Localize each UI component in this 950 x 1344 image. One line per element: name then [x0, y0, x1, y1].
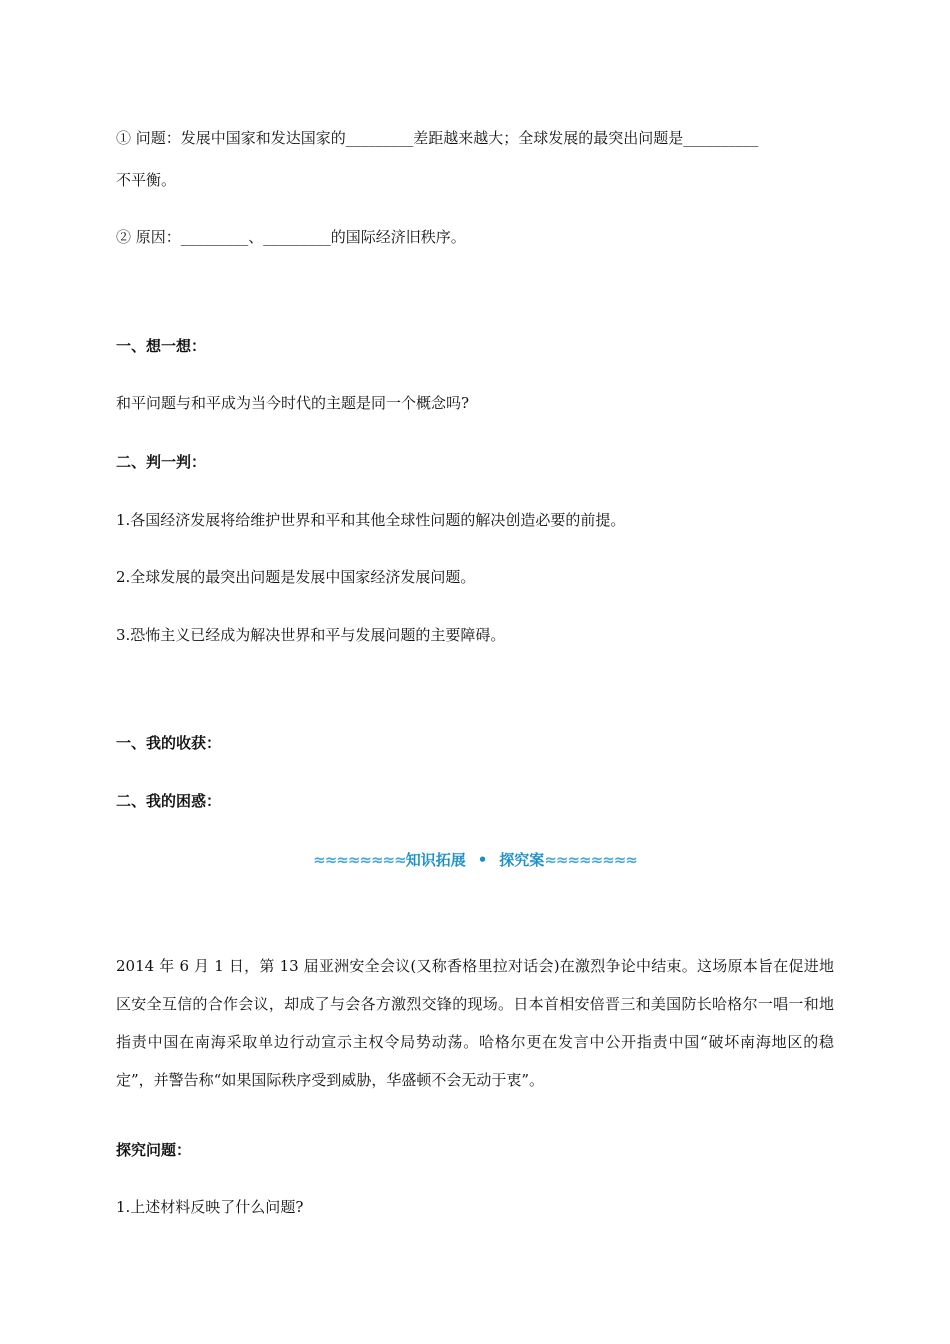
judge-heading: 二、判一判： — [116, 453, 207, 471]
banner-left-title: 知识拓展 — [405, 851, 466, 869]
material-paragraph: 2014 年 6 月 1 日，第 13 届亚洲安全会议(又称香格里拉对话会)在激烈争论中结束。这场原本旨在促进地区安全互信的合作会议，却成了与会各方激烈交锋的现场。日本首相安倍晋三和美国防长哈格尔一唱一和地指责中国在南海采取单边行动宣示主权令局势动荡。哈格尔更在发言中公开指责中国“破坏南海地区的稳定”，并警告称“如果国际秩序受到威胁，华盛顿不会无动于衷”。 — [116, 957, 834, 1089]
think-heading: 一、想一想： — [116, 337, 207, 355]
item1-line2: 不平衡。 — [116, 171, 177, 189]
explore-heading: 探究问题： — [116, 1141, 192, 1159]
gain-heading: 一、我的收获： — [116, 734, 222, 752]
judge-item-3: 3.恐怖主义已经成为解决世界和平与发展问题的主要障碍。 — [116, 626, 506, 644]
confusion-heading: 二、我的困惑： — [116, 792, 222, 810]
explore-question-1: 1.上述材料反映了什么问题? — [116, 1198, 304, 1216]
banner-dot: • — [477, 851, 488, 869]
think-question: 和平问题与和平成为当今时代的主题是同一个概念吗? — [116, 394, 470, 412]
item2: ② 原因：_________、_________的国际经济旧秩序。 — [116, 228, 466, 246]
banner-left-wave: ≈≈≈≈≈≈≈≈ — [313, 851, 406, 869]
judge-item-2: 2.全球发展的最突出问题是发展中国家经济发展问题。 — [116, 568, 476, 586]
judge-item-1: 1.各国经济发展将给维护世界和平和其他全球性问题的解决创造必要的前提。 — [116, 511, 626, 529]
banner-right-wave: ≈≈≈≈≈≈≈≈ — [544, 851, 637, 869]
banner-right-title: 探究案 — [499, 851, 545, 869]
item1-line1: ① 问题：发展中国家和发达国家的_________差距越来越大；全球发展的最突出问题是__________ — [116, 129, 759, 147]
section-banner — [0, 848, 950, 872]
